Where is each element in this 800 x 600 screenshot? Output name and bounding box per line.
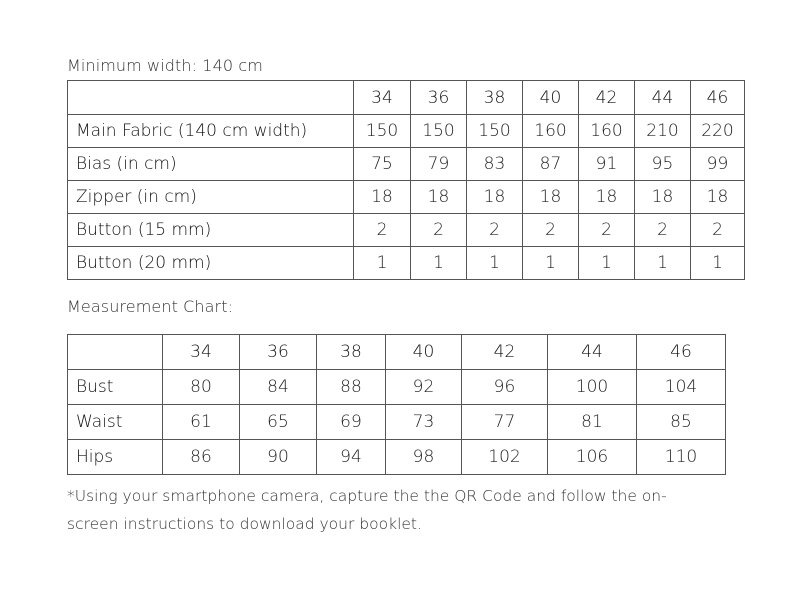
fabric-value-cell: 1 (467, 247, 523, 280)
fabric-size-header: 36 (411, 81, 467, 115)
fabric-value-cell: 150 (467, 115, 523, 148)
measurement-value-cell: 77 (462, 405, 548, 440)
fabric-value-cell: 210 (635, 115, 691, 148)
fabric-value-cell: 83 (467, 148, 523, 181)
measurement-value-cell: 61 (163, 405, 240, 440)
fabric-value-cell: 150 (411, 115, 467, 148)
measurement-value-cell: 98 (386, 440, 462, 475)
measurement-value-cell: 96 (462, 370, 548, 405)
fabric-size-header: 34 (354, 81, 411, 115)
fabric-row-label: Zipper (in cm) (68, 181, 354, 214)
measurement-value-cell: 81 (548, 405, 637, 440)
fabric-value-cell: 2 (354, 214, 411, 247)
measurement-value-cell: 94 (317, 440, 386, 475)
fabric-value-cell: 18 (579, 181, 635, 214)
fabric-row (68, 247, 745, 280)
fabric-row (68, 148, 745, 181)
fabric-value-cell: 79 (411, 148, 467, 181)
measurement-value-cell: 90 (240, 440, 317, 475)
measurement-value-cell: 100 (548, 370, 637, 405)
measurement-value-cell: 106 (548, 440, 637, 475)
measurement-size-header: 40 (386, 335, 462, 370)
measurement-value-cell: 102 (462, 440, 548, 475)
measurement-value-cell: 86 (163, 440, 240, 475)
measurement-value-cell: 69 (317, 405, 386, 440)
fabric-row-label: Bias (in cm) (68, 148, 354, 181)
fabric-value-cell: 18 (467, 181, 523, 214)
fabric-size-header: 42 (579, 81, 635, 115)
fabric-value-cell: 87 (523, 148, 579, 181)
fabric-requirements-table (67, 80, 745, 280)
fabric-value-cell: 18 (635, 181, 691, 214)
measurement-value-cell: 85 (637, 405, 726, 440)
measurement-value-cell: 92 (386, 370, 462, 405)
fabric-value-cell: 2 (691, 214, 745, 247)
fabric-size-header: 46 (691, 81, 745, 115)
fabric-row-label: Main Fabric (140 cm width) (68, 115, 354, 148)
fabric-value-cell: 1 (579, 247, 635, 280)
measurement-size-header: 42 (462, 335, 548, 370)
fabric-value-cell: 2 (467, 214, 523, 247)
measurement-size-header: 34 (163, 335, 240, 370)
fabric-value-cell: 95 (635, 148, 691, 181)
fabric-size-header: 44 (635, 81, 691, 115)
fabric-row (68, 115, 745, 148)
measurement-value-cell: 80 (163, 370, 240, 405)
measurement-size-header: 38 (317, 335, 386, 370)
measurement-row (68, 370, 726, 405)
measurement-size-header: 44 (548, 335, 637, 370)
fabric-value-cell: 150 (354, 115, 411, 148)
fabric-value-cell: 18 (354, 181, 411, 214)
qr-code-footnote: *Using your smartphone camera, capture the the QR Code and follow the on-screen instructions to download your booklet. (67, 487, 667, 533)
fabric-value-cell: 2 (523, 214, 579, 247)
fabric-row-label: Button (15 mm) (68, 214, 354, 247)
fabric-row (68, 181, 745, 214)
fabric-value-cell: 18 (411, 181, 467, 214)
measurement-size-header: 36 (240, 335, 317, 370)
fabric-row-label: Button (20 mm) (68, 247, 354, 280)
fabric-size-header: 40 (523, 81, 579, 115)
measurement-value-cell: 84 (240, 370, 317, 405)
fabric-value-cell: 160 (579, 115, 635, 148)
measurement-chart-caption: Measurement Chart: (67, 297, 234, 316)
fabric-value-cell: 1 (354, 247, 411, 280)
measurement-header-row (68, 335, 726, 370)
fabric-value-cell: 2 (579, 214, 635, 247)
measurement-row-label: Waist (68, 405, 163, 440)
fabric-row (68, 214, 745, 247)
measurement-value-cell: 110 (637, 440, 726, 475)
fabric-value-cell: 91 (579, 148, 635, 181)
measurement-size-header: 46 (637, 335, 726, 370)
measurement-value-cell: 104 (637, 370, 726, 405)
measurement-row-label: Bust (68, 370, 163, 405)
fabric-value-cell: 1 (635, 247, 691, 280)
measurement-row (68, 440, 726, 475)
fabric-value-cell: 18 (523, 181, 579, 214)
fabric-header-row (68, 81, 745, 115)
fabric-value-cell: 2 (411, 214, 467, 247)
fabric-corner-cell (68, 81, 354, 115)
measurement-value-cell: 88 (317, 370, 386, 405)
fabric-value-cell: 220 (691, 115, 745, 148)
measurement-value-cell: 65 (240, 405, 317, 440)
measurement-chart-table (67, 334, 726, 475)
measurement-value-cell: 73 (386, 405, 462, 440)
fabric-requirements-caption: Minimum width: 140 cm (67, 56, 263, 75)
fabric-value-cell: 75 (354, 148, 411, 181)
fabric-size-header: 38 (467, 81, 523, 115)
fabric-value-cell: 99 (691, 148, 745, 181)
fabric-value-cell: 2 (635, 214, 691, 247)
fabric-value-cell: 1 (691, 247, 745, 280)
measurement-row (68, 405, 726, 440)
fabric-value-cell: 18 (691, 181, 745, 214)
measurement-corner-cell (68, 335, 163, 370)
fabric-value-cell: 160 (523, 115, 579, 148)
measurement-row-label: Hips (68, 440, 163, 475)
fabric-value-cell: 1 (523, 247, 579, 280)
fabric-value-cell: 1 (411, 247, 467, 280)
